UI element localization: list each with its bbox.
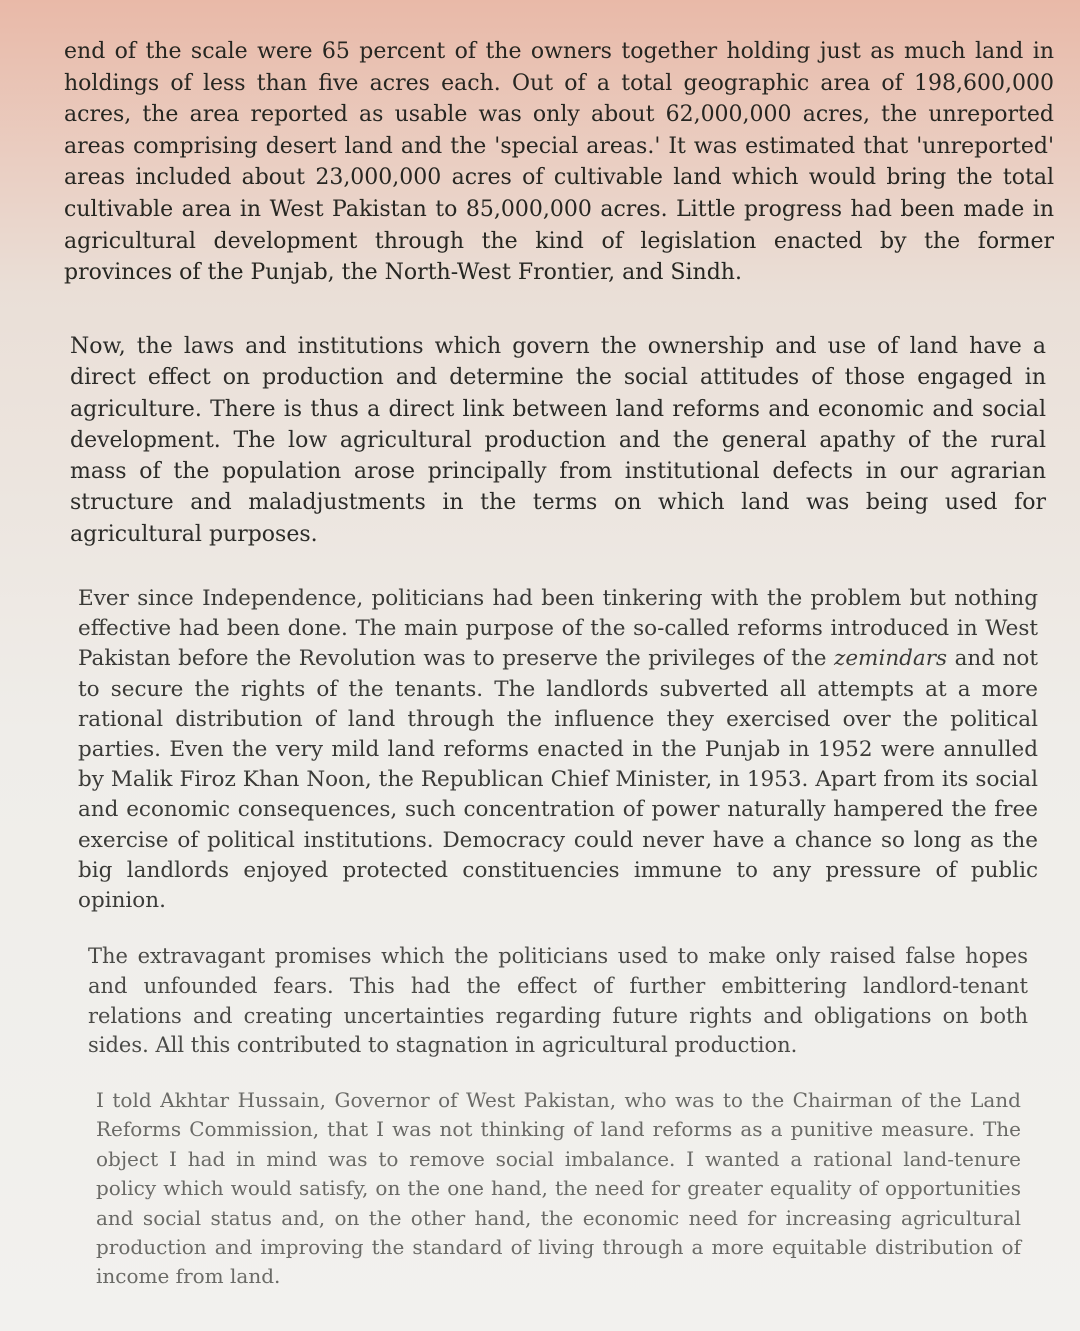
paragraph-land-holdings: end of the scale were 65 percent of the owners together holding just as much land in holdings of less than five acres each. Out of a total geographic area of 198,600,000 acres, the area reported as usable was only about 62,000,000 acres, the unreported areas comprising desert land and the 'special areas.' It was estimated that 'unreported' areas included about 23,000,000 acres of cultivable land which would bring the total cultivable area in West Pakistan to 85,000,000 acres. Little progress had been made in agricultural development through the kind of legislation enacted by the former provinces of the Punjab, the North-West Frontier, and Sindh. bbox=[64, 39, 1054, 286]
zemindars-emphasis: zemindars bbox=[834, 646, 948, 672]
paragraph-text-after: and not to secure the rights of the tenants. The landlords subverted all attempts at a more rational distribution of land through the influence they exercised over the political parties. Even the very mild land reforms enacted in the Punjab in 1952 were annulled by Malik Firoz Khan Noon, the Republican Chief Minister, in 1953. Apart from its social and economic consequences, such concentration of power naturally hampered the free exercise of political institutions. Democracy could never have a chance so long as the big landlords enjoyed protected constituencies immune to any pressure of public opinion. bbox=[78, 646, 1038, 914]
paragraph-akhtar-hussain: I told Akhtar Hussain, Governor of West Pakistan, who was to the Chairman of the Land Reforms Commission, that I was not thinking of land reforms as a punitive measure. The object I had in mind was to remove social imbalance. I wanted a rational land-tenure policy which would satisfy, on the one hand, the need for greater equality of opportunities and social status and, on the other hand, the economic need for increasing agricultural production and improving the standard of living through a more equitable distribution of income from land. bbox=[96, 1088, 1021, 1289]
paragraph-text-before: Ever since Independence, politicians had been tinkering with the problem but nothing effective had been done. The main purpose of the so-called reforms introduced in West Pakistan before the Revolution was to preserve the privileges of the bbox=[78, 586, 1038, 672]
paragraph-laws-and-institutions: Now, the laws and institutions which govern the ownership and use of land have a direct effect on production and determine the social attitudes of those engaged in agriculture. There is thus a direct link between land reforms and economic and social development. The low agricultural production and the general apathy of the rural mass of the population arose principally from institutional defects in our agrarian structure and maladjustments in the terms on which land was being used for agricultural purposes. bbox=[70, 334, 1046, 547]
paragraph-extravagant-promises: The extravagant promises which the politicians used to make only raised false hopes and unfounded fears. This had the effect of further embittering landlord-tenant relations and creating uncertainties regarding future rights and obligations on both sides. All this contributed to stagnation in agricultural production. bbox=[88, 944, 1028, 1058]
paragraph-since-independence bbox=[78, 584, 1038, 916]
